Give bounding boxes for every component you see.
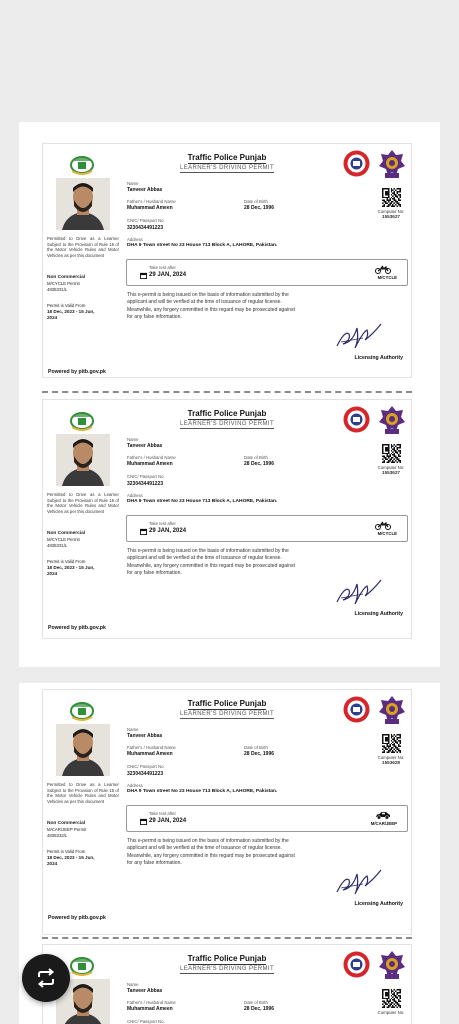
father-name: Muhammad Ameen (127, 751, 173, 757)
punjab-police-emblem (378, 405, 406, 435)
qr-code (382, 444, 401, 463)
test-date: 29 JAN, 2024 (149, 528, 187, 534)
dob-label: Date of Birth (244, 455, 268, 460)
applicant-photo (56, 724, 110, 776)
cnic-number: 3230434491223 (127, 225, 164, 231)
address: DHA 9 Town street No 23 House 713 Block A, LAHORE, Pakistan. (127, 243, 278, 248)
authority-signature (333, 866, 383, 898)
vehicle-type: M/CAR/JEEP (370, 821, 397, 826)
repost-icon (35, 968, 57, 988)
motorcycle-icon (375, 521, 391, 530)
permit-category: Non Commercial M/CYCLE Permit 4835331/L (47, 531, 86, 548)
test-date-label: Take test after (149, 811, 176, 816)
date-of-birth: 28 Dec, 1996 (244, 461, 275, 467)
permit-type-subtitle: LEARNER'S DRIVING PERMIT (179, 165, 275, 171)
cnic-label: CNIC/ Passport No. (127, 764, 165, 769)
learner-permit-card (42, 944, 412, 1024)
test-date: 29 JAN, 2024 (149, 272, 187, 278)
cnic-number: 3230434491223 (127, 771, 164, 777)
date-of-birth: 28 Dec, 1996 (244, 751, 275, 757)
permission-note: Permitted to Drive as a Learner Subject to the Provision of Rule 15 of the Motor Vehicle Rules and Motor Vehicles as per this document (47, 236, 119, 258)
computer-number: Computer No: 1553628 (377, 755, 405, 765)
permit-type-subtitle: LEARNER'S DRIVING PERMIT (179, 966, 275, 972)
qr-code (382, 734, 401, 753)
licensing-authority: Licensing Authority (354, 355, 403, 361)
cnic-number: 3230434491223 (127, 481, 164, 487)
father-name-label: Father's / Husband Name (127, 199, 176, 204)
address: DHA 9 Town street No 23 House 713 Block A, LAHORE, Pakistan. (127, 789, 278, 794)
test-date-box (126, 259, 408, 286)
learner-permit-card (42, 689, 412, 935)
permit-type-subtitle: LEARNER'S DRIVING PERMIT (179, 421, 275, 427)
repost-button[interactable] (22, 954, 70, 1002)
punjab-police-emblem (378, 950, 406, 980)
licensing-authority: Licensing Authority (354, 901, 403, 907)
qr-code (382, 989, 401, 1008)
cnic-label: CNIC/ Passport No. (127, 218, 165, 223)
name-label: Name (127, 181, 139, 186)
learner-permit-card (42, 399, 412, 639)
traffic-police-badge (343, 406, 370, 433)
permit-category: Non Commercial M/CAR/JEEP Permit 4835332/L (47, 821, 87, 838)
applicant-photo (56, 434, 110, 486)
licensing-authority: Licensing Authority (354, 611, 403, 617)
date-of-birth: 28 Dec, 1996 (244, 1006, 275, 1012)
vehicle-type: M/CYCLE (377, 531, 397, 536)
validity-period: Permit is Valid From 18 Dec, 2023 - 15 Jun, 2024 (47, 849, 95, 866)
dob-label: Date of Birth (244, 199, 268, 204)
validity-period: Permit is Valid From 18 Dec, 2023 - 15 Jun, 2024 (47, 303, 95, 320)
punjab-police-emblem (378, 149, 406, 179)
permit-type-subtitle: LEARNER'S DRIVING PERMIT (179, 711, 275, 717)
test-date-label: Take test after (149, 265, 176, 270)
father-name: Muhammad Ameen (127, 461, 173, 467)
date-of-birth: 28 Dec, 1996 (244, 205, 275, 211)
cut-line-separator (42, 391, 412, 393)
calendar-icon (140, 272, 147, 279)
father-name: Muhammad Ameen (127, 205, 173, 211)
powered-by: Powered by pitb.gov.pk (48, 625, 106, 631)
applicant-name: Tanveer Abbas (127, 187, 163, 193)
permit-authority-title: Traffic Police Punjab (187, 409, 267, 418)
disclaimer-text: This e-permit is being issued on the basis of information submitted by the applicant and will be verified at the time of issuance of regular license. Meanwhile, any forgery committed in this regard may be prosecuted against for any false information. (127, 292, 295, 321)
test-date-box (126, 515, 408, 542)
applicant-name: Tanveer Abbas (127, 988, 163, 994)
traffic-police-badge (343, 696, 370, 723)
validity-period: Permit is Valid From 18 Dec, 2023 - 15 Jun, 2024 (47, 559, 95, 576)
permission-note: Permitted to Drive as a Learner Subject to the Provision of Rule 15 of the Motor Vehicle Rules and Motor Vehicles as per this document (47, 782, 119, 804)
father-name-label: Father's / Husband Name (127, 455, 176, 460)
test-date-box (126, 805, 408, 832)
punjab-police-emblem (378, 695, 406, 725)
disclaimer-text: This e-permit is being issued on the basis of information submitted by the applicant and will be verified at the time of issuance of regular license. Meanwhile, any forgery committed in this regard may be prosecuted against for any false information. (127, 548, 295, 577)
powered-by: Powered by pitb.gov.pk (48, 915, 106, 921)
name-label: Name (127, 437, 139, 442)
calendar-icon (140, 528, 147, 535)
name-label: Name (127, 982, 139, 987)
cnic-label: CNIC/ Passport No. (127, 1019, 165, 1024)
computer-number: Computer No: (377, 1010, 405, 1015)
traffic-police-badge (343, 150, 370, 177)
motorcycle-icon (375, 265, 391, 274)
cut-line-separator (42, 937, 412, 939)
qr-code (382, 188, 401, 207)
permit-category: Non Commercial M/CYCLE Permit 4835331/L (47, 275, 86, 292)
permission-note: Permitted to Drive as a Learner Subject to the Provision of Rule 15 of the Motor Vehicle Rules and Motor Vehicles as per this document (47, 492, 119, 514)
disclaimer-text: This e-permit is being issued on the basis of information submitted by the applicant and will be verified at the time of issuance of regular license. Meanwhile, any forgery committed in this regard may be prosecuted against for any false information. (127, 838, 295, 867)
powered-by: Powered by pitb.gov.pk (48, 369, 106, 375)
address-label: Address (127, 783, 143, 788)
address-label: Address (127, 237, 143, 242)
car-icon (375, 811, 391, 820)
dob-label: Date of Birth (244, 1000, 268, 1005)
vehicle-type: M/CYCLE (377, 275, 397, 280)
test-date-label: Take test after (149, 521, 176, 526)
permit-authority-title: Traffic Police Punjab (187, 699, 267, 708)
address-label: Address (127, 493, 143, 498)
father-name-label: Father's / Husband Name (127, 745, 176, 750)
address: DHA 9 Town street No 23 House 713 Block A, LAHORE, Pakistan. (127, 499, 278, 504)
authority-signature (333, 320, 383, 352)
name-label: Name (127, 727, 139, 732)
calendar-icon (140, 818, 147, 825)
learner-permit-card (42, 143, 412, 378)
authority-signature (333, 576, 383, 608)
father-name: Muhammad Ameen (127, 1006, 173, 1012)
cnic-label: CNIC/ Passport No. (127, 474, 165, 479)
test-date: 29 JAN, 2024 (149, 818, 187, 824)
permit-authority-title: Traffic Police Punjab (187, 954, 267, 963)
applicant-name: Tanveer Abbas (127, 733, 163, 739)
applicant-photo (56, 178, 110, 230)
computer-number: Computer No: 1553627 (377, 465, 405, 475)
applicant-name: Tanveer Abbas (127, 443, 163, 449)
dob-label: Date of Birth (244, 745, 268, 750)
computer-number: Computer No: 1553627 (377, 209, 405, 219)
permit-authority-title: Traffic Police Punjab (187, 153, 267, 162)
traffic-police-badge (343, 951, 370, 978)
father-name-label: Father's / Husband Name (127, 1000, 176, 1005)
